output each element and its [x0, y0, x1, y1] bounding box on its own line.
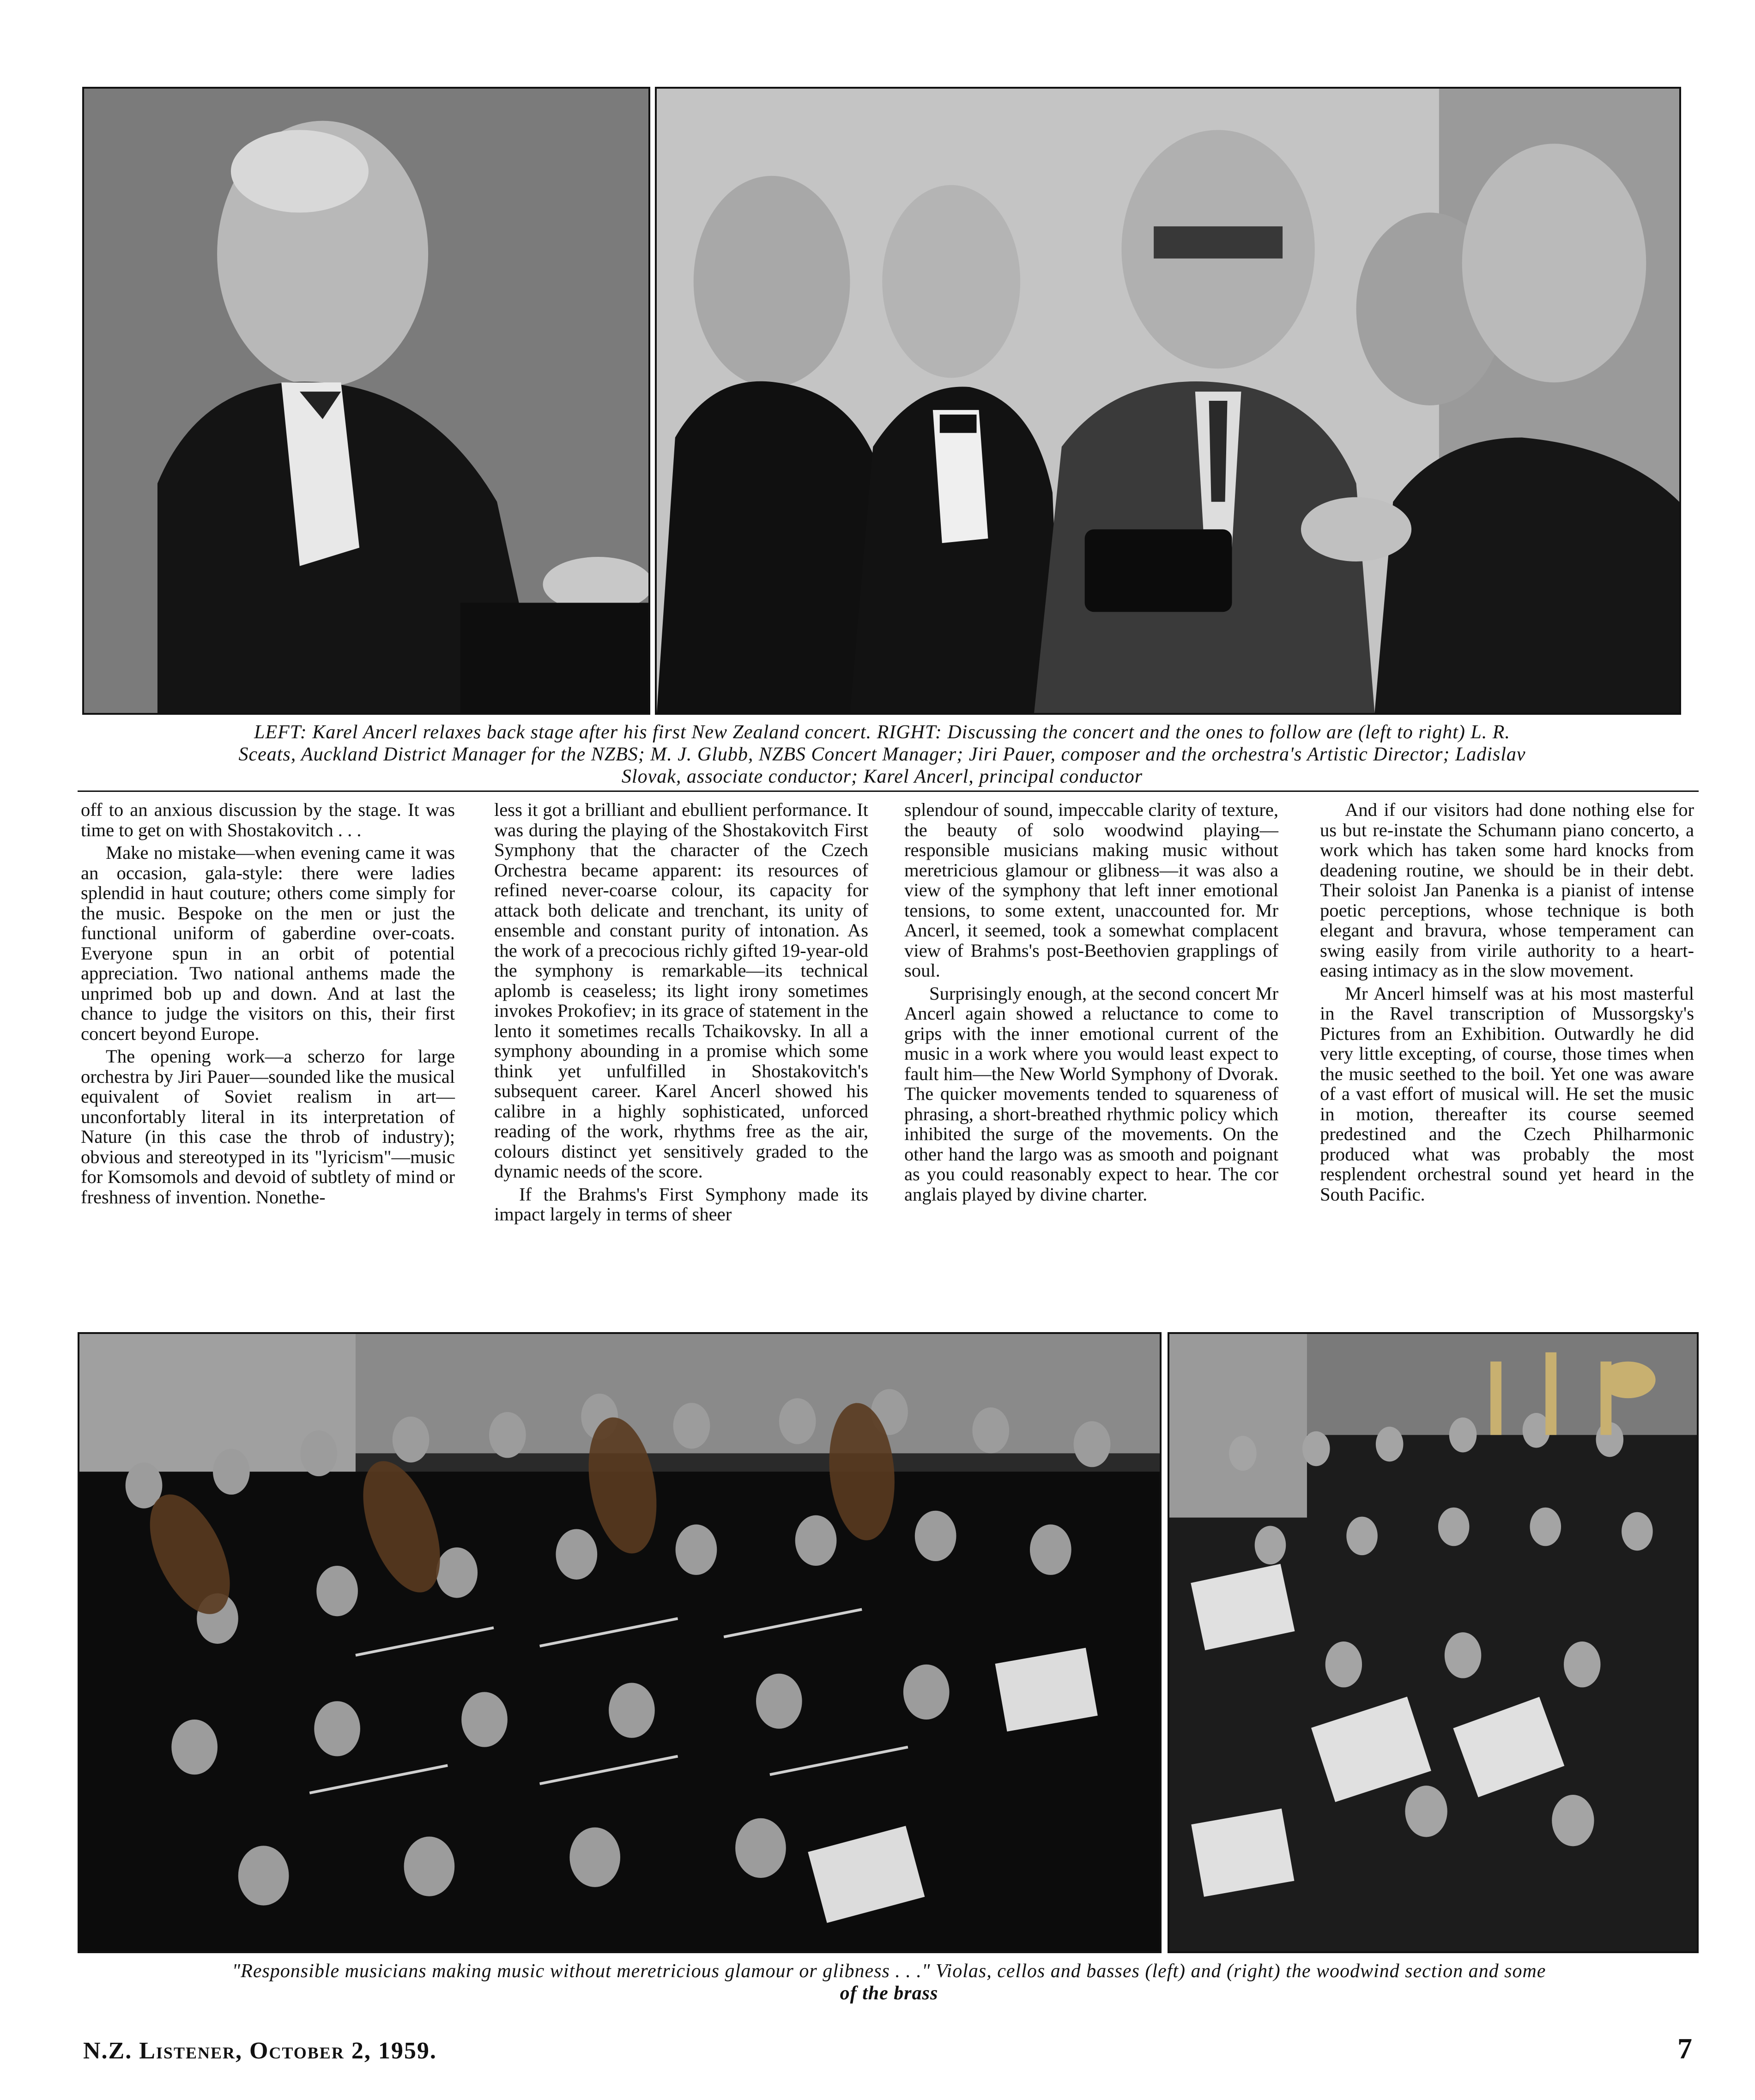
bottom-photo-caption [83, 1960, 1695, 2004]
article-column-2 [494, 800, 868, 1225]
paragraph: The opening work—a scherzo for large orchestra by Jiri Pauer—sounded like the musical equivalent of Soviet realism in art—unconfortably literal in its interpretation of Nature (in this case the throb of industry); obvious and stereotyped in its "lyricism"—music for Komsomols and devoid of subtlety of mind or freshness of invention. Nonethe- [81, 1046, 455, 1207]
photo-group-discussion [655, 87, 1681, 715]
paragraph: less it got a brilliant and ebullient performance. It was during the playing of the Shostakovitch First Symphony that the character of the Czech Orchestra became apparent: its resources of refined never-coarse colour, its capacity for attack both delicate and trenchant, its unity of ensemble and constant purity of intonation. As the work of a precocious richly gifted 19-year-old the symphony is remarkable—its technical aplomb is ceaseless; its light irony sometimes invokes Prokofiev; in its grace of statement in the lento it sometimes recalls Tchaikovsky. In all a symphony abounding in a promise which some think yet unfulfilled in Shostakovitch's subsequent career. Karel Ancerl showed his calibre in a highly sophisticated, unforced reading of the work, rhythms free as the air, colours distinct yet sensitively graded to the dynamic needs of the score. [494, 799, 868, 1182]
top-photo-caption [83, 721, 1681, 788]
paragraph: Mr Ancerl himself was at his most masterful in the Ravel transcription of Mussorgsky's Pictures from an Exhibition. Outwardly he did very little excepting, of course, those times when the music seethed to the boil. Yet one was aware of a vast effort of musical will. He set the music in motion, thereafter its course seemed predestined and the Czech Philharmonic produced what was probably the most resplendent orchestral sound yet heard in the South Pacific. [1320, 983, 1694, 1205]
page-number: 7 [1677, 2032, 1692, 2065]
paragraph: If the Brahms's First Symphony made its impact largely in terms of sheer [494, 1183, 868, 1225]
bottom-caption-line-1: "Responsible musicians making music without meretricious glamour or glibness . . ." Violas, cellos and basses (left) and (right) the woodwind section and some [232, 1961, 1546, 1982]
photo-conductor-relaxing-image [84, 89, 648, 713]
bottom-caption-line-2: of the brass [840, 1983, 938, 2004]
paragraph: off to an anxious discussion by the stage. It was time to get on with Shostakovitch . . . [81, 799, 455, 840]
article-column-1 [81, 800, 455, 1207]
top-caption-line-2: Sceats, Auckland District Manager for the NZBS; M. J. Glubb, NZBS Concert Manager; Jiri Pauer, composer and the orchestra's Artistic Director; Ladislav [238, 744, 1526, 765]
photo-conductor-relaxing [82, 87, 650, 715]
photo-strings-section-image [79, 1334, 1160, 1951]
top-caption-line-1: LEFT: Karel Ancerl relaxes back stage after his first New Zealand concert. RIGHT: Discussing the concert and the ones to follow are (left to right) L. R. [254, 722, 1510, 743]
photo-strings-section [78, 1332, 1162, 1953]
paragraph: Make no mistake—when evening came it was an occasion, gala-style: there were ladies splendid in haut couture; others come simply for the music. Bespoke on the men or just the functional uniform of gaberdine over-coats. Everyone spun in an orbit of potential appreciation. Two national anthems made the unprimed bob up and down. And at last the chance to judge the visitors on this, their first concert beyond Europe. [81, 842, 455, 1044]
caption-divider [78, 791, 1699, 792]
top-caption-line-3: Slovak, associate conductor; Karel Ancerl, principal conductor [621, 766, 1143, 787]
article-column-3 [904, 800, 1278, 1204]
paragraph: And if our visitors had done nothing else for us but re-instate the Schumann piano concerto, a work which has taken some hard knocks from deadening routine, we should be in their debt. Their soloist Jan Panenka is a pianist of intense poetic perceptions, whose technique is both elegant and bravura, whose temperament can swing easily from virile authority to a heart-easing intimacy as in the slow movement. [1320, 799, 1694, 981]
paragraph: splendour of sound, impeccable clarity of texture, the beauty of solo woodwind playing—responsible musicians making music without meretricious glamour or glibness—it was also a view of the symphony that left inner emotional tensions, to some extent, unaccounted for. Mr Ancerl, it seemed, took a somewhat complacent view of Brahms's post-Beethovien grapplings of soul. [904, 799, 1278, 981]
photo-group-discussion-image [657, 89, 1679, 713]
photo-woodwind-brass-section [1168, 1332, 1699, 1953]
article-column-4 [1320, 800, 1694, 1204]
paragraph: Surprisingly enough, at the second concert Mr Ancerl again showed a reluctance to come to grips with the inner emotional current of the music in a work where you would least expect to fault him—the New World Symphony of Dvorak. The quicker movements tended to squareness of phrasing, a short-breathed rhythmic policy which inhibited the surge of the movements. On the other hand the largo was as smooth and poignant as you could reasonably expect to hear. The cor anglais played by divine charter. [904, 983, 1278, 1205]
photo-woodwind-brass-image [1169, 1334, 1697, 1951]
publication-dateline: N.Z. Listener, October 2, 1959. [83, 2038, 437, 2064]
